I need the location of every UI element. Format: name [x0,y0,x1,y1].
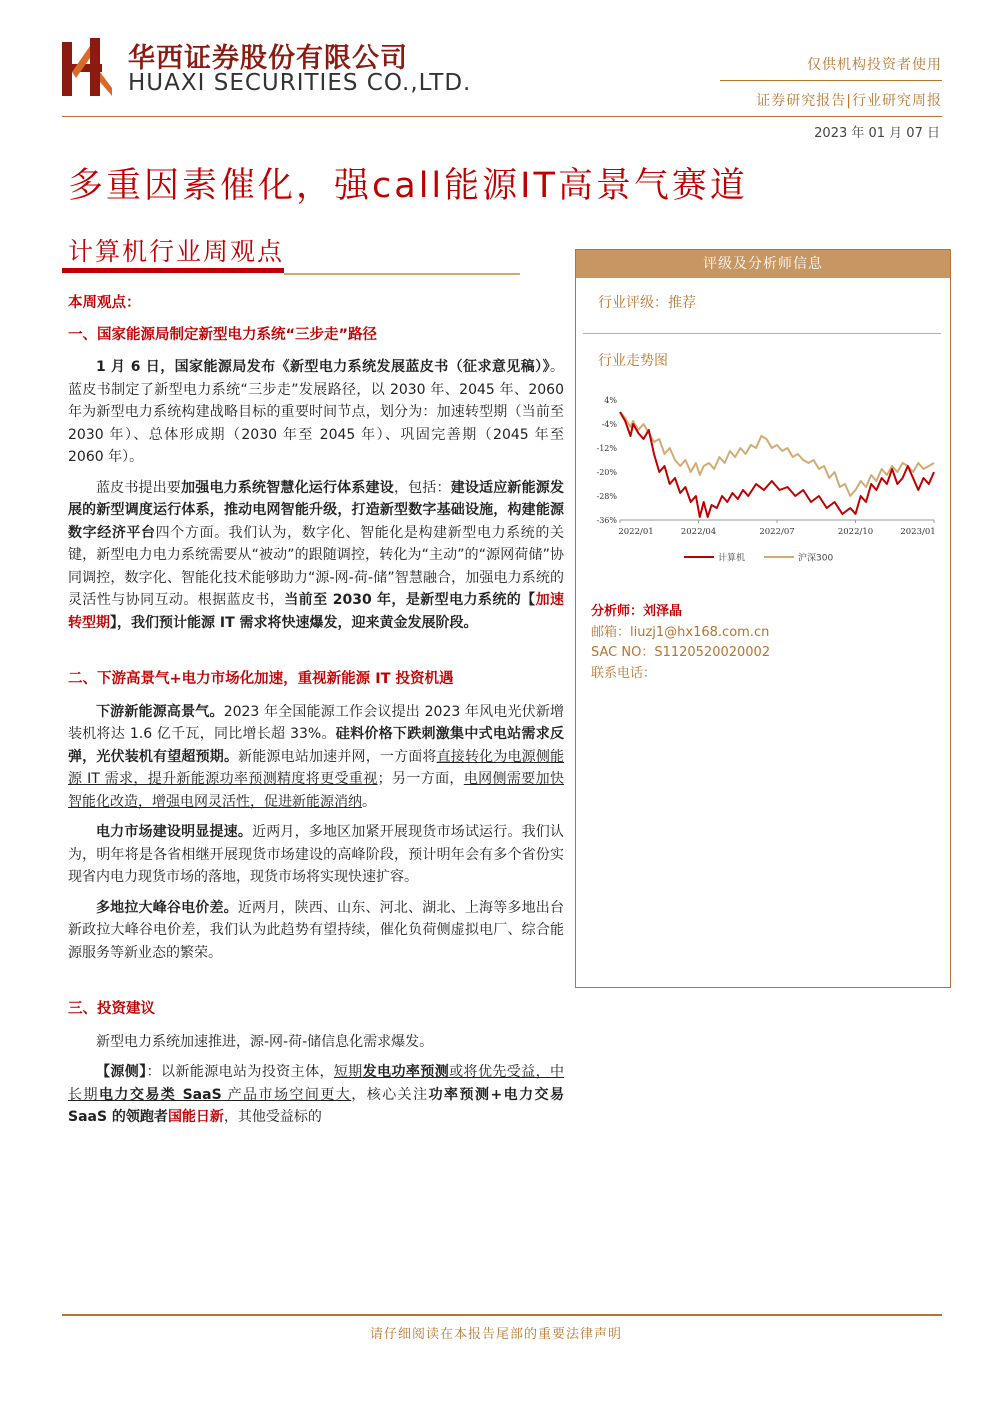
text-run: ，其他受益标的 [223,1109,322,1125]
company-name-en: HUAXI SECURITIES CO.,LTD. [128,70,472,96]
text-run: 。蓝皮书制定了新型电力系统“三步走”发展路径，以 2030 年、2045 年、2060 年为新型电力系统构建战略目标的重要时间节点，划分为：加速转型期（当前至 2030 年）、总体形成期（2030 年至 2045 年）、巩固完善期（2045 年至 2060 年）。 [68,359,564,465]
y-tick-label: -12% [596,444,617,453]
text-run: 】，我们预计能源 IT 需求将快速爆发，迎来黄金发展阶段。 [110,614,478,631]
analyst-name: 分析师：刘泽晶 [591,604,683,619]
subtitle-underline-gold [284,273,520,275]
analyst-info [591,602,770,684]
text-run: 建设适应新能源发展的新型调度运行体系，推动电网智能升级，打造新型数字基础设施，构建能源数字经济平台 [68,479,564,541]
huaxi-logo-icon [62,38,112,96]
paragraph [68,356,564,469]
text-run: 1 月 6 日，国家能源局发布《新型电力系统发展蓝皮书（征求意见稿）》 [96,359,550,375]
paragraph [68,897,564,965]
paragraph [68,821,564,889]
text-run: 下游新能源高景气。 [96,703,224,720]
report-kind: 证券研究报告|行业研究周报 [756,93,942,109]
subtitle-underline [62,268,284,273]
text-run: ：以新能源电站为投资主体， [146,1064,334,1080]
industry-rating: 行业评级：推荐 [598,295,696,311]
text-run: 发电功率预测 [362,1064,450,1080]
section-3-heading: 三、投资建议 [68,1001,155,1017]
text-run: 硅料价格下跌刺激集中式电站需求反弹，光伏装机有望超预期。 [68,726,565,765]
x-tick-label: 2022/01 [618,527,654,537]
header-divider [62,116,942,117]
paragraph [68,477,564,635]
text-run: 多地拉大峰谷电价差。 [96,899,238,916]
text-run: 【源侧】 [96,1064,147,1080]
analyst-sac: SAC NO：S1120520020002 [591,645,771,660]
y-tick-label: -20% [596,468,617,477]
x-tick-label: 2022/04 [680,527,717,537]
text-run: ；另一方面， [377,771,464,787]
week-heading: 本周观点： [68,295,141,311]
text-run: 直接转化为电源侧能源 IT 需求，提升新能源功率预测精度将更受重视 [68,748,565,787]
text-run: 四个方面。我们认为，数字化、智能化是构建新型电力系统的关键，新型电力电力系统需要从“被动”的跟随调控，转化为“主动”的“源网荷储”协同调控，数字化、智能化技术能够助力“源-网-荷-储”智慧融合，加强电力系统的灵活性与协同互动。根据蓝皮书， [68,524,565,608]
text-run: 2023 年全国能源工作会议提出 2023 年风电光伏新增装机将达 1.6 亿千瓦，同比增长超 33%。 [68,703,565,742]
report-date: 2023 年 01 月 07 日 [814,126,940,141]
paragraph [68,1031,564,1054]
text-run: 电力市场建设明显提速。 [96,824,253,840]
text-run: 加强电力系统智慧化运行体系建设 [181,479,394,496]
report-title: 多重因素催化，强call能源IT高景气赛道 [68,166,748,206]
y-tick-label: -4% [601,420,617,429]
text-run: 当前至 2030 年，是新型电力系统的【 [284,592,536,608]
text-run: 产品市场空间更大 [221,1086,352,1103]
investor-notice: 仅供机构投资者使用 [807,57,942,73]
text-run: 或将优先受益，中长期 [68,1064,564,1103]
text-run: 电网侧需要加快智能化改造，增强电网灵活性，促进新能源消纳 [68,771,565,810]
analyst-phone: 联系电话： [591,665,657,681]
main-content [68,292,564,1137]
legend-label: 计算机 [718,553,746,564]
paragraph [68,1061,564,1129]
series-line-computer [620,412,934,517]
paragraph [68,701,564,814]
legal-notice: 请仔细阅读在本报告尾部的重要法律声明 [369,1327,622,1342]
trend-chart [592,392,942,577]
y-tick-label: 4% [604,396,617,405]
y-tick-label: -36% [596,516,617,525]
x-tick-label: 2023/01 [900,527,936,537]
y-tick-label: -28% [596,492,617,501]
text-run: 功率预测+电力交易 SaaS 的领跑者 [68,1086,565,1125]
legend-label: 沪深300 [798,553,834,564]
text-run: 新型电力系统加速推进，源-网-荷-储信息化需求爆发。 [96,1033,434,1050]
trend-chart-label: 行业走势图 [598,353,668,369]
section-2-heading: 二、下游高景气+电力市场化加速，重视新能源 IT 投资机遇 [68,671,454,687]
header-divider [720,80,942,81]
footer-divider [62,1314,942,1316]
x-tick-label: 2022/07 [759,527,795,537]
text-run: 近两月，多地区加紧开展现货市场试运行。我们认为，明年将是各省相继开展现货市场建设的高峰阶段，预计明年会有多个省份实现省内电力现货市场的落地，现货市场将实现快速扩容。 [68,824,564,885]
x-tick-label: 2022/10 [837,527,874,537]
report-subtitle: 计算机行业周观点 [68,237,285,266]
text-run: 。 [362,793,376,810]
text-run: 国能日新 [167,1109,224,1125]
analyst-email: 邮箱：liuzj1@hx168.com.cn [591,624,770,640]
text-run: 短期 [333,1064,363,1080]
text-run: 加速转型期 [68,592,565,631]
text-run: 新能源电站加速并网，一方面将 [238,748,437,765]
panel-header: 评级及分析师信息 [576,250,950,278]
text-run: 近两月，陕西、山东、河北、湖北、上海等多地出台新政拉大峰谷电价差，我们认为此趋势有望持续，催化负荷侧虚拟电厂、综合能源服务等新业态的繁荣。 [68,899,564,961]
text-run: 蓝皮书提出要 [96,479,182,496]
text-run: ，核心关注 [351,1086,429,1103]
text-run: 电力交易类 SaaS [98,1086,222,1103]
text-run: ，包括： [393,479,451,496]
panel-divider [583,333,941,334]
company-name-cn: 华西证券股份有限公司 [128,43,408,74]
section-1-heading: 一、国家能源局制定新型电力系统“三步走”路径 [68,326,378,343]
